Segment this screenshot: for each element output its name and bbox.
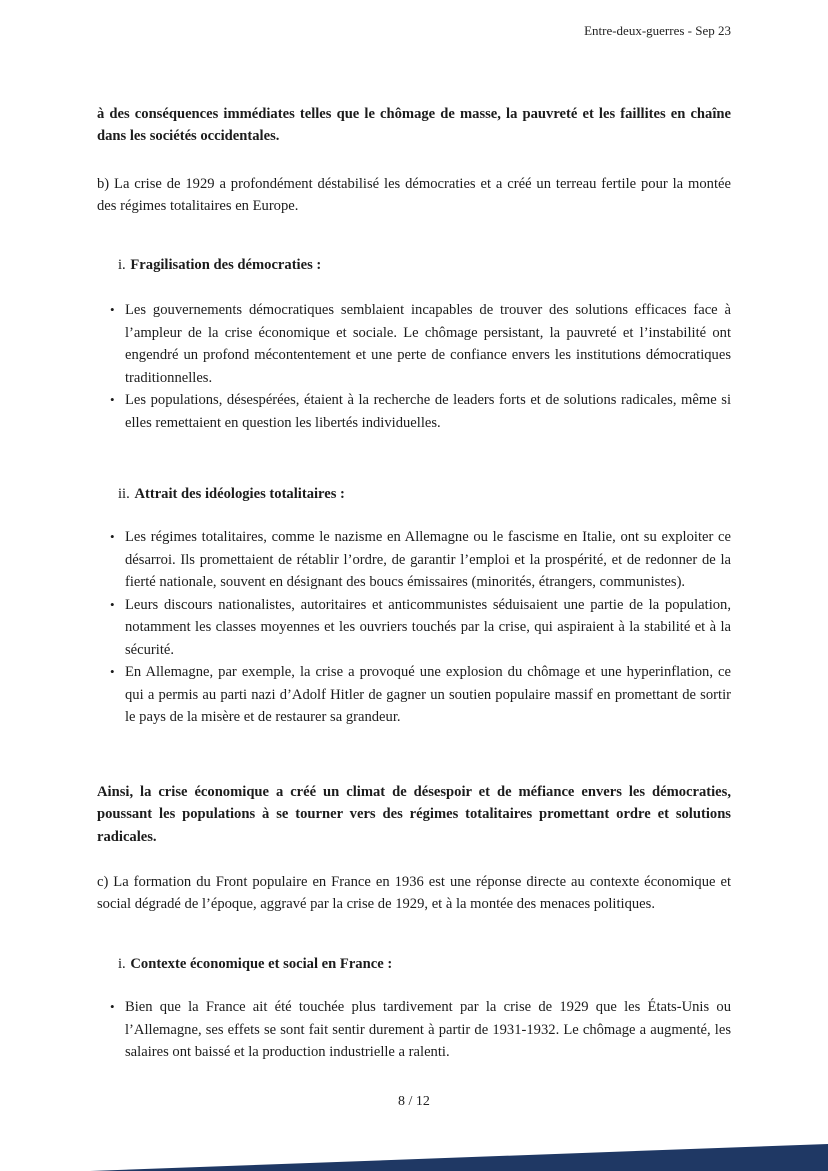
paragraph-b: b) La crise de 1929 a profondément déstabilisé les démocraties et a créé un terreau fertile pour la montée des régimes totalitaires en Europe. bbox=[97, 175, 731, 215]
paragraph-conclusion-bold: Ainsi, la crise économique a créé un climat de désespoir et de méfiance envers les démocraties, poussant les populations à se tourner vers des régimes totalitaires promettant ordre et solutions radicales. bbox=[97, 783, 731, 845]
bullet-list-fragilisation bbox=[97, 299, 731, 434]
section-title: Contexte économique et social en France : bbox=[130, 956, 393, 972]
list-item: • Bien que la France ait été touchée plus tardivement par la crise de 1929 que les États-Unis ou l’Allemagne, ses effets se sont fait sentir durement à partir de 1931-1932. Le chômage a augmenté, les salaires ont baissé et la production industrielle a ralenti. bbox=[97, 996, 731, 1064]
page-header: Entre-deux-guerres - Sep 23 bbox=[584, 23, 731, 38]
section-heading-contexte bbox=[118, 953, 731, 976]
list-item: • Les régimes totalitaires, comme le nazisme en Allemagne ou le fascisme en Italie, ont su exploiter ce désarroi. Ils promettaient de rétablir l’ordre, de garantir l’emploi et la prospérité, et de redonner de la fierté nationale, souvent en désignant des boucs émissaires (minorités, étrangers, communistes). bbox=[97, 526, 731, 594]
page-number: 8 / 12 bbox=[398, 1094, 430, 1109]
corner-wedge-decoration bbox=[90, 1144, 828, 1171]
section-numeral: i. bbox=[118, 956, 126, 972]
list-item: • Les gouvernements démocratiques semblaient incapables de trouver des solutions efficaces face à l’ampleur de la crise économique et sociale. Le chômage persistant, la pauvreté et l’instabilité ont engendré un profond mécontentement et une perte de confiance envers les institutions démocratiques traditionnelles. bbox=[97, 299, 731, 389]
section-heading-attrait bbox=[118, 483, 731, 506]
bullet-list-contexte bbox=[97, 996, 731, 1064]
paragraph-lead-bold: à des conséquences immédiates telles que le chômage de masse, la pauvreté et les faillites en chaîne dans les sociétés occidentales. bbox=[97, 105, 731, 145]
bullet-list-attrait bbox=[97, 526, 731, 729]
list-item: • Leurs discours nationalistes, autoritaires et anticommunistes séduisaient une partie de la population, notamment les classes moyennes et les ouvriers touchés par la crise, qui aspiraient à la stabilité et à la sécurité. bbox=[97, 594, 731, 662]
section-title: Attrait des idéologies totalitaires : bbox=[134, 486, 345, 502]
section-title: Fragilisation des démocraties : bbox=[130, 257, 322, 273]
section-heading-fragilisation bbox=[118, 254, 731, 277]
section-numeral: i. bbox=[118, 257, 126, 273]
paragraph-c: c) La formation du Front populaire en France en 1936 est une réponse directe au contexte économique et social dégradé de l’époque, aggravé par la crise de 1929, et à la montée des menaces politiques. bbox=[97, 873, 731, 913]
list-item: • Les populations, désespérées, étaient à la recherche de leaders forts et de solutions radicales, même si elles remettaient en question les libertés individuelles. bbox=[97, 389, 731, 434]
list-item: • En Allemagne, par exemple, la crise a provoqué une explosion du chômage et une hyperinflation, ce qui a permis au parti nazi d’Adolf Hitler de gagner un soutien populaire massif en promettant de sortir le pays de la misère et de restaurer sa grandeur. bbox=[97, 661, 731, 729]
section-numeral: ii. bbox=[118, 486, 130, 502]
